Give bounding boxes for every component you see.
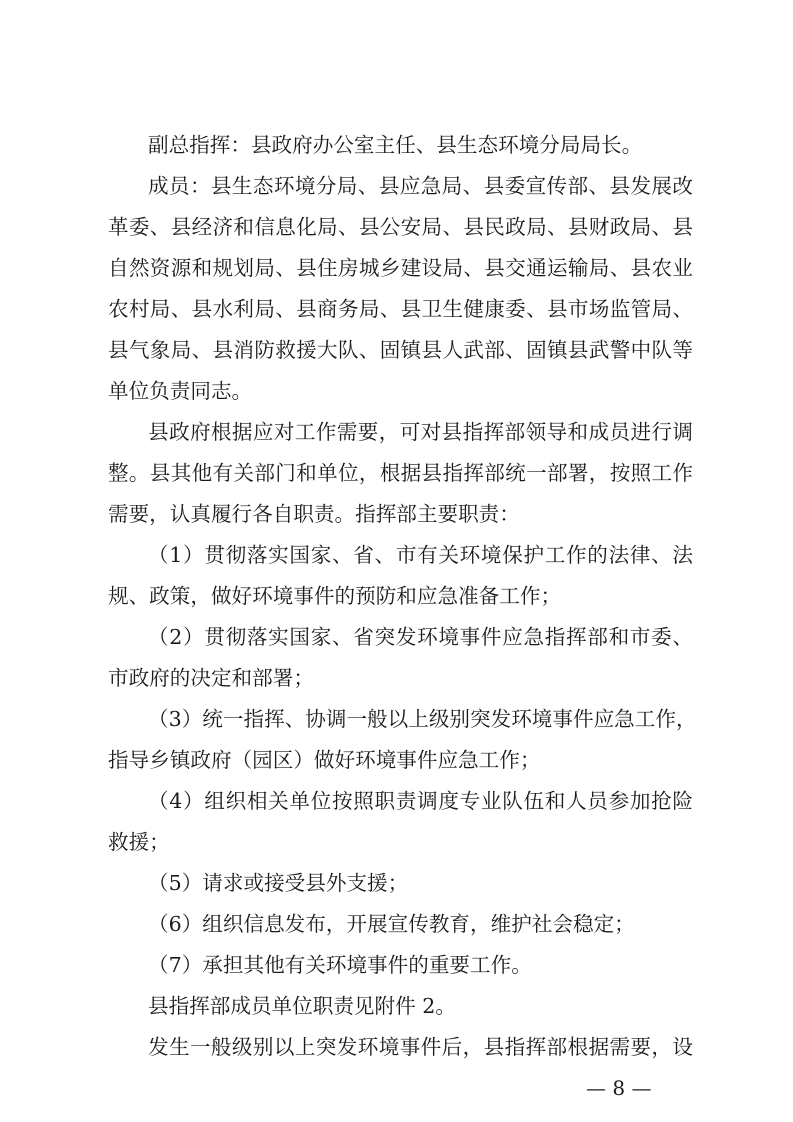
text-line: 整。县其他有关部门和单位，根据县指挥部统一部署，按照工作 (108, 461, 693, 485)
text-line: （4）组织相关单位按照职责调度专业队伍和人员参加抢险 (148, 789, 693, 813)
text-line: （2）贯彻落实国家、省突发环境事件应急指挥部和市委、 (148, 625, 693, 649)
text-line: 指导乡镇政府（园区）做好环境事件应急工作； (108, 748, 541, 772)
text-line: 县指挥部成员单位职责见附件 2。 (148, 994, 456, 1018)
text-line: 成员：县生态环境分局、县应急局、县委宣传部、县发展改 (148, 174, 693, 198)
text-line: （1）贯彻落实国家、省、市有关环境保护工作的法律、法 (148, 543, 693, 567)
text-line: 单位负责同志。 (108, 379, 253, 403)
text-line: 自然资源和规划局、县住房城乡建设局、县交通运输局、县农业 (108, 256, 693, 280)
text-line: 市政府的决定和部署； (108, 666, 314, 690)
text-line: （6）组织信息发布，开展宣传教育，维护社会稳定； (148, 912, 635, 936)
text-line: 需要，认真履行各自职责。指挥部主要职责： (108, 502, 520, 526)
text-line: 发生一般级别以上突发环境事件后，县指挥部根据需要，设 (148, 1035, 693, 1059)
text-line: 县气象局、县消防救援大队、固镇县人武部、固镇县武警中队等 (108, 338, 693, 362)
page-number: — 8 — (586, 1076, 652, 1100)
text-line: 副总指挥：县政府办公室主任、县生态环境分局局长。 (148, 133, 643, 157)
text-line: 农村局、县水利局、县商务局、县卫生健康委、县市场监管局、 (108, 297, 693, 321)
text-line: （7）承担其他有关环境事件的重要工作。 (148, 953, 532, 977)
text-line: （5）请求或接受县外支援； (148, 871, 409, 895)
text-line: （3）统一指挥、协调一般以上级别突发环境事件应急工作， (148, 707, 697, 731)
text-line: 规、政策，做好环境事件的预防和应急准备工作； (108, 584, 562, 608)
text-line: 革委、县经济和信息化局、县公安局、县民政局、县财政局、县 (108, 215, 693, 239)
text-line: 县政府根据应对工作需要，可对县指挥部领导和成员进行调 (148, 420, 693, 444)
text-line: 救援； (108, 830, 170, 854)
